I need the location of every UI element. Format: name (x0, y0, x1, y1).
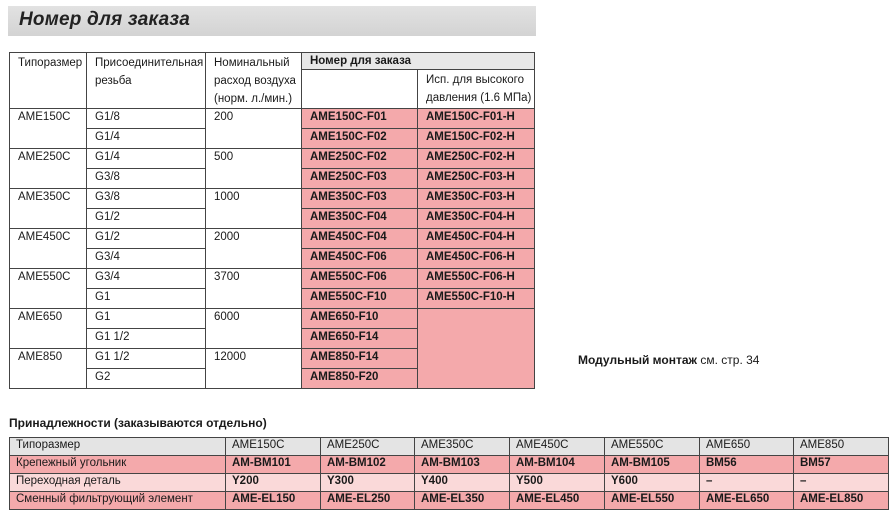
high-pressure-cell: AME150C-F01-H (418, 109, 535, 129)
flow-cell: 2000 (206, 229, 302, 269)
size-cell: AME150C (10, 109, 87, 149)
size-cell: AME650 (10, 309, 87, 349)
thread-cell: G3/4 (87, 269, 206, 289)
table-row (10, 474, 889, 492)
size-cell: AME850 (10, 349, 87, 389)
page-title: Номер для заказа (19, 9, 191, 30)
accessory-value: – (794, 474, 889, 492)
thread-cell: G3/4 (87, 249, 206, 269)
flow-cell: 6000 (206, 309, 302, 349)
high-pressure-cell: AME550C-F06-H (418, 269, 535, 289)
thread-cell: G1 (87, 289, 206, 309)
thread-cell: G1 (87, 309, 206, 329)
order-number-cell: AME150C-F02 (302, 129, 418, 149)
order-number-cell: AME150C-F01 (302, 109, 418, 129)
accessory-value: AM-BM102 (321, 456, 415, 474)
accessory-value: AM-BM104 (510, 456, 605, 474)
high-pressure-empty-cell (418, 309, 535, 389)
size-cell: AME250C (10, 149, 87, 189)
accessories-table (9, 437, 889, 510)
thread-cell: G2 (87, 369, 206, 389)
accessory-value: AM-BM101 (226, 456, 321, 474)
header-size: Типоразмер (10, 53, 87, 109)
accessory-label: Крепежный угольник (10, 456, 226, 474)
flow-cell: 500 (206, 149, 302, 189)
table-row (10, 189, 535, 209)
size-cell: AME450C (10, 229, 87, 269)
table-row (10, 309, 535, 329)
title-bar (8, 6, 536, 36)
accessory-label: Переходная деталь (10, 474, 226, 492)
order-table-header-row (10, 53, 535, 70)
order-number-cell: AME650-F14 (302, 329, 418, 349)
thread-cell: G1/8 (87, 109, 206, 129)
flow-cell: 200 (206, 109, 302, 149)
thread-cell: G1 1/2 (87, 329, 206, 349)
accessory-value: AME-EL250 (321, 492, 415, 510)
high-pressure-cell: AME250C-F03-H (418, 169, 535, 189)
accessory-value: AM-BM103 (415, 456, 510, 474)
header-order-blank (302, 70, 418, 109)
flow-cell: 1000 (206, 189, 302, 229)
modular-mount-note (578, 353, 759, 367)
table-row (10, 109, 535, 129)
table-row (10, 456, 889, 474)
table-row (10, 149, 535, 169)
accessory-value: BM56 (700, 456, 794, 474)
high-pressure-cell: AME450C-F04-H (418, 229, 535, 249)
accessory-value: Y400 (415, 474, 510, 492)
order-number-cell: AME650-F10 (302, 309, 418, 329)
accessory-value: Y500 (510, 474, 605, 492)
accessories-header-label: Типоразмер (10, 438, 226, 456)
accessories-size-cell: AME550C (605, 438, 700, 456)
accessory-value: – (700, 474, 794, 492)
accessory-value: AME-EL150 (226, 492, 321, 510)
accessory-value: Y300 (321, 474, 415, 492)
high-pressure-cell: AME350C-F03-H (418, 189, 535, 209)
modular-mount-label: Модульный монтаж (578, 353, 698, 367)
thread-cell: G1/2 (87, 209, 206, 229)
high-pressure-cell: AME350C-F04-H (418, 209, 535, 229)
order-number-cell: AME850-F14 (302, 349, 418, 369)
order-number-cell: AME250C-F02 (302, 149, 418, 169)
high-pressure-cell: AME550C-F10-H (418, 289, 535, 309)
high-pressure-cell: AME150C-F02-H (418, 129, 535, 149)
high-pressure-cell: AME450C-F06-H (418, 249, 535, 269)
accessory-value: AME-EL350 (415, 492, 510, 510)
size-cell: AME350C (10, 189, 87, 229)
accessory-value: Y600 (605, 474, 700, 492)
accessories-header-row (10, 438, 889, 456)
accessories-title: Принадлежности (заказываются отдельно) (9, 416, 267, 430)
table-row (10, 229, 535, 249)
thread-cell: G3/8 (87, 189, 206, 209)
order-number-cell: AME850-F20 (302, 369, 418, 389)
accessories-size-cell: AME350C (415, 438, 510, 456)
table-row (10, 492, 889, 510)
header-thread: Присоединительная резьба (87, 53, 206, 109)
table-row (10, 269, 535, 289)
thread-cell: G1/4 (87, 149, 206, 169)
accessories-size-cell: AME450C (510, 438, 605, 456)
accessory-value: AME-EL650 (700, 492, 794, 510)
thread-cell: G3/8 (87, 169, 206, 189)
accessories-size-cell: AME150C (226, 438, 321, 456)
size-cell: AME550C (10, 269, 87, 309)
order-number-cell: AME450C-F06 (302, 249, 418, 269)
modular-mount-ref: см. стр. 34 (697, 353, 760, 367)
thread-cell: G1/2 (87, 229, 206, 249)
thread-cell: G1 1/2 (87, 349, 206, 369)
header-high-pressure: Исп. для высокого давления (1.6 МПа) (418, 70, 535, 109)
flow-cell: 3700 (206, 269, 302, 309)
accessory-value: AME-EL550 (605, 492, 700, 510)
order-number-cell: AME550C-F06 (302, 269, 418, 289)
accessory-value: AME-EL450 (510, 492, 605, 510)
accessories-size-cell: AME250C (321, 438, 415, 456)
order-number-cell: AME250C-F03 (302, 169, 418, 189)
order-number-cell: AME450C-F04 (302, 229, 418, 249)
accessory-value: BM57 (794, 456, 889, 474)
accessory-value: AM-BM105 (605, 456, 700, 474)
accessories-size-cell: AME650 (700, 438, 794, 456)
accessories-size-cell: AME850 (794, 438, 889, 456)
thread-cell: G1/4 (87, 129, 206, 149)
flow-cell: 12000 (206, 349, 302, 389)
order-number-cell: AME350C-F04 (302, 209, 418, 229)
accessory-value: Y200 (226, 474, 321, 492)
order-number-cell: AME550C-F10 (302, 289, 418, 309)
header-flow: Номинальный расход воздуха (норм. л./мин.) (206, 53, 302, 109)
high-pressure-cell: AME250C-F02-H (418, 149, 535, 169)
accessory-label: Сменный фильтрующий элемент (10, 492, 226, 510)
header-order-number: Номер для заказа (302, 53, 535, 70)
order-number-cell: AME350C-F03 (302, 189, 418, 209)
order-table (9, 52, 535, 389)
accessory-value: AME-EL850 (794, 492, 889, 510)
